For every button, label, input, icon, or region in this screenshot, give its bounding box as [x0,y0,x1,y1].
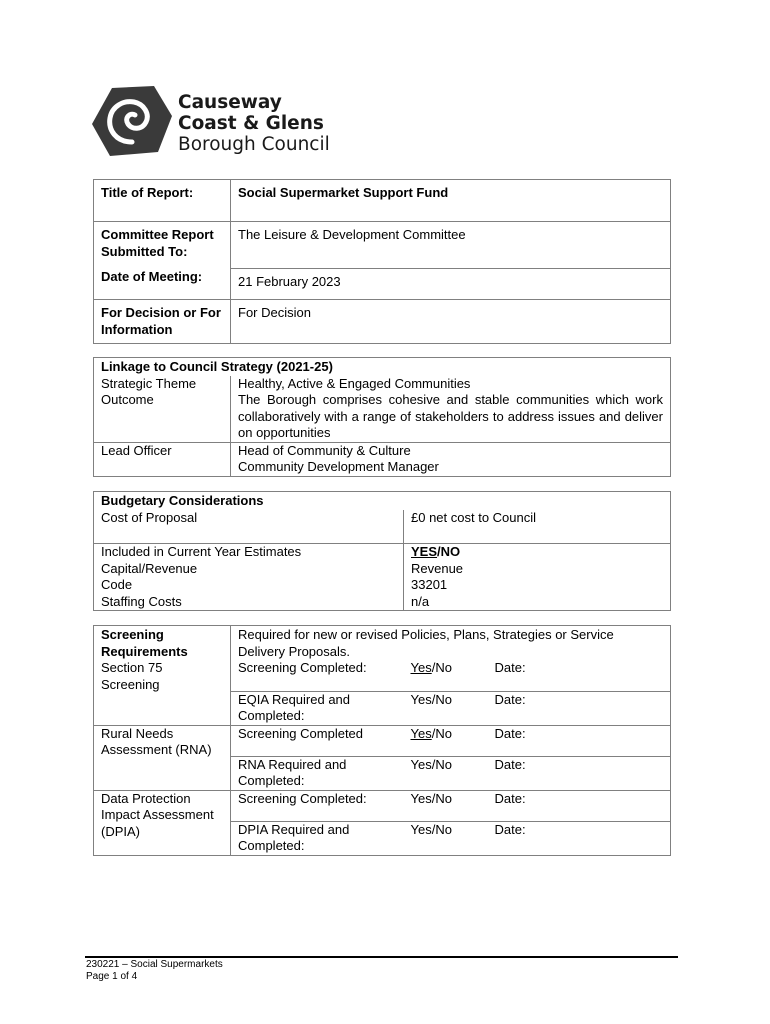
capital-value: Revenue [404,561,671,578]
capital-label: Capital/Revenue [94,561,404,578]
screening-row-4-no: /No [431,756,452,772]
screening-row-2-date: Date: [488,691,671,725]
estimates-yes: YES [411,544,438,559]
dpia-label: Data Protection Impact Assessment (DPIA) [94,790,231,855]
budget-table [93,491,671,611]
spiral-logo-icon [92,86,172,156]
estimates-value [404,544,671,561]
screening-row-6-yes: Yes [410,821,432,837]
screening-row-3-no: /No [431,725,452,741]
screening-row-2-yesno [404,691,488,725]
screening-row-4-item: RNA Required and Completed: [231,756,404,790]
screening-row-1-yesno [404,660,488,691]
footer-page-number: Page 1 of 4 [86,971,138,982]
screening-row-1-no: /No [431,660,452,675]
s75-cell [94,626,231,726]
lead-officer-label: Lead Officer [94,442,231,476]
decision-label: For Decision or For Information [94,300,231,344]
committee-label: Committee Report Submitted To: [94,222,231,269]
screening-row-5-yes: Yes [410,790,432,806]
estimates-no: /NO [437,544,461,559]
screening-row-2-item: EQIA Required and Completed: [231,691,404,725]
cost-value: £0 net cost to Council [404,510,671,544]
screening-row-4-date: Date: [488,756,671,790]
screening-row-6-no: /No [431,821,452,837]
screening-row-5-date: Date: [488,790,671,821]
estimates-label: Included in Current Year Estimates [94,544,404,561]
screening-row-5-yesno [404,790,488,821]
title-value: Social Supermarket Support Fund [231,180,671,222]
screening-row-4-yesno [404,756,488,790]
date-label: Date of Meeting: [94,269,231,300]
title-label: Title of Report: [94,180,231,222]
outcome-value: The Borough comprises cohesive and stable communities which work collaboratively with a range of stakeholders to address issues and deliver on opportunities [231,392,671,442]
s75-label: Section 75 Screening [101,660,163,692]
page-footer [86,959,223,983]
screening-row-5-no: /No [431,790,452,806]
screening-row-3-yesno [404,725,488,756]
screening-row-3-item: Screening Completed [231,725,404,756]
logo-line-coast-glens: Coast & Glens [178,113,324,134]
screening-table [93,625,671,856]
rna-label: Rural Needs Assessment (RNA) [94,725,231,790]
code-value: 33201 [404,577,671,594]
linkage-table [93,357,671,477]
screening-row-3-date: Date: [488,725,671,756]
screening-row-3-yes: Yes [410,725,432,741]
screening-row-6-date: Date: [488,821,671,855]
screening-row-1-item: Screening Completed: [231,660,404,691]
screening-row-2-yes: Yes [410,691,432,707]
screening-row-6-item: DPIA Required and Completed: [231,821,404,855]
screening-row-5-item: Screening Completed: [231,790,404,821]
date-value: 21 February 2023 [231,269,671,300]
screening-row-4-yes: Yes [410,756,432,772]
screening-row-1-yes: Yes [410,660,432,675]
lead-officer-value-1: Head of Community & Culture [238,442,411,458]
staffing-label: Staffing Costs [94,594,404,611]
outcome-label: Outcome [94,392,231,442]
screening-intro: Required for new or revised Policies, Plans, Strategies or Service Delivery Proposals. [231,626,671,661]
screening-row-6-yesno [404,821,488,855]
screening-row-1-date: Date: [488,660,671,691]
logo-line-borough-council: Borough Council [178,134,330,155]
screening-heading: Screening Requirements [101,627,188,659]
footer-rule [85,956,678,958]
strategic-theme-value: Healthy, Active & Engaged Communities [231,376,671,393]
report-details-table [93,179,671,344]
logo-line-causeway: Causeway [178,92,282,113]
strategic-theme-label: Strategic Theme [94,376,231,393]
council-logo [92,86,352,160]
committee-value: The Leisure & Development Committee [231,222,671,269]
screening-row-2-no: /No [431,691,452,707]
linkage-heading: Linkage to Council Strategy (2021-25) [94,358,671,376]
decision-value: For Decision [231,300,671,344]
budget-heading: Budgetary Considerations [94,492,671,510]
footer-doc-ref: 230221 – Social Supermarkets [86,959,223,970]
lead-officer-value-2: Community Development Manager [238,459,439,474]
staffing-value: n/a [404,594,671,611]
cost-label: Cost of Proposal [94,510,404,544]
code-label: Code [94,577,404,594]
